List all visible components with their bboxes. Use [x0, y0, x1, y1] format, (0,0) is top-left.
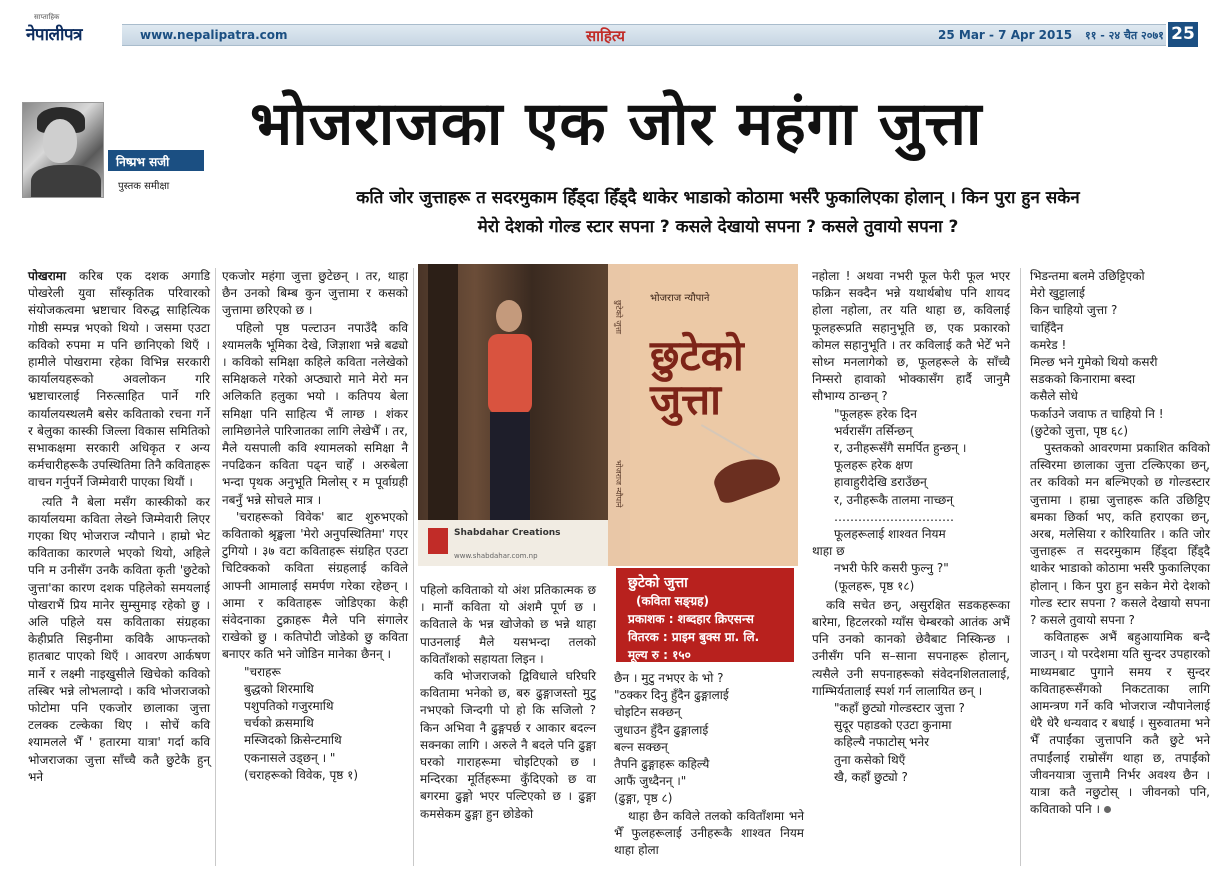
paragraph: कवि भोजराजको द्विविधाले घरिघरि कवितामा भनेको छ, बरु ढुङ्गाजस्तो मुटु नभएको जिन्दगी पो हो कि सजिलो ? किन अभिवा नै ढुङ्गपर्छ र आकार बदल्न सक्नका लागि । अरुले नै बदले पनि ढुङ्गा घरको गाराहरूमा चोइटिएको छ । मन्दिरका मूर्तिहरूमा कुँदिएको छ वा बगरमा ढुङ्गो भएर पल्टिएको छ । ढुङ्गा कमसेकम ढुङ्गा हुन छोडेको [420, 669, 596, 821]
logo-text: नेपालीपत्र [26, 25, 82, 45]
poem-line: "ठक्कर दिनु हुँदैन ढुङ्गालाई [614, 688, 729, 703]
paragraph: 'चराहरूको विवेक' बाट शुरुभएको कविताको श्रृङ्खला 'मेरो अनुपस्थितिमा' गएर टुगियो । ३७ वटा कविताहरू संग्रहित एउटा चिटिक्कको कविता संग्रहलाई कविले आफ्नी आमालाई समर्पण गरेका रहेछन् । आमा र कविताहरू जोडिएका केही संवेदनाका टुक्राहरू मैले पनि संगालेर राखेको छु । कतिपोटी जोडेको छु कविता बनाएर कति भने जोडिन मानेका छैनन् । [222, 509, 408, 662]
info-distributor: वितरक : प्राइम बुक्स प्रा. लि. [628, 630, 760, 644]
cover-author: भोजराज न्यौपाने [650, 293, 710, 304]
article-column-6 [1030, 268, 1210, 819]
paragraph: पहिलो कविताको यो अंश प्रतिकात्मक छ । मानौं कविता यो अंशमै पूर्ण छ । कविताले के भन्न खोजेको छ भन्ने थाहा पाउनलाई मैले यसभन्दा तलको कविताँशको सहायता लिइन । [420, 583, 596, 666]
poem-citation: (ढुङ्गा, पृष्ठ ८) [614, 791, 673, 806]
issue-date-nepali: ११ - २४ चैत २०७१ [1085, 29, 1164, 42]
poem-line: "कहाँ छुट्यो गोल्डस्टार जुत्ता ? [834, 701, 965, 716]
spine-author: भोजराज न्यौपाने [614, 460, 623, 508]
page-header [0, 0, 1221, 48]
poem-line: बुद्धको शिरमाथि [244, 681, 314, 696]
poem-line: मिल्छ भने गुमेको थियो कसरी [1030, 355, 1158, 370]
paragraph: त्यति नै बेला मसँग कास्कीको कर कार्यालयमा कविता लेख्ने जिम्मेवारी लिएर गएका थिए भोजराज न्यौपाने । हाम्रो भेट कविताका कारणले भएको थियो, अहिले पनि म उनीसँग उनकै कविता कृती 'छुटेको जुत्ता'का कारण दशक पहिलेको समयलाई पोखराभैं प्रिय मानेर सुम्सुमाइ रहेको छु । अलि पहिले यस कविताका संग्रहका केहीप्रति सिइनीमा कविकै आफन्तको हातबाट पाएको थिएँ । आवरण आर्कषण मार्ने र लक्ष्मी नाइखुसीले खिचेको कविको तस्बिर भन्ने लोभलाग्दो । कवि भोजराजको फोटोमा पनि एकजोर छालाका जुत्ता टलक्क टल्केका थिए । सोचें कवि श्यामलले भैँ ' हतारमा यात्रा' गर्दा कवि भोजराजका जुत्ता साँच्चै कतै छुटेकै हुन् भने [28, 494, 210, 784]
lead-word: पोखरामा [28, 269, 67, 283]
author-photo [22, 102, 104, 198]
paragraph: नहोला ! अथवा नभरी फूल फेरी फूल भएर फक्रिन सक्दैन भन्ने यथार्थबोध पनि शायद होला नहोला, तर यति थाहा छ, कविलाई फूलहरूप्रति सहानुभूति छ, एक प्रकारको कोमल सहानुभूति । तर कविलाई कतै भेटेँ भने सोध्न मनलागेको छ, फूलहरूले के साँच्चै निम्सरो हावाको भोक्कासँग हार्दै जानुमै सौभाग्य ठान्छन् ? [812, 269, 1010, 404]
poem-line: "फूलहरू हरेक दिन [834, 406, 917, 421]
author-role: पुस्तक समीक्षा [118, 181, 170, 192]
info-genre: (कविता सङ्ग्रह) [636, 594, 709, 608]
poem-line: सुदूर पहाडको एउटा कुनामा [834, 718, 952, 733]
poem-line: तैपनि ढुङ्गाहरू कहिल्यै [614, 757, 710, 772]
poem-line: ………………………… [834, 509, 954, 524]
poem-line: र, उनीहरूसँगै समर्पित हुन्छन् । [834, 441, 967, 456]
paragraph: कविताहरू अभैं बहुआयामिक बन्दै जाउन् । यो परदेशमा यति सुन्दर उपहारको माध्यमबाट पुगाने समय र सुन्दर कविताहरूसँगको निकटताका लागि आमन्त्रण गर्ने कवि भोजराज न्यौपानेलाई धेरै धेरै धन्यवाद र बधाई । सुरुवातमा भने भैँ तपाईंका जुत्तापनि कतै छुटे भने तपाईंलाई राम्रोसँग थाहा छ, तपाईंको जीवनयात्रा जुत्तामै निर्भर अवश्य छैन । यात्रा कतै नछुटोस् । जीवनको पनि, कविताको पनि । [1030, 630, 1210, 817]
paragraph: छैन । मुटु नभएर के भो ? [614, 671, 724, 685]
book-spine [608, 264, 630, 566]
poem-line: पशुपतिको गजुरमाथि [244, 699, 334, 714]
paragraph: थाहा छैन कविले तलको कविताँशमा भने भैँ फुलहरूलाई उनीहरूकै शाश्वत नियम थाहा होला [614, 808, 804, 858]
poem-line: भिडन्तमा बलमे उछिट्टिएको [1030, 269, 1145, 283]
poem-line: बल्न सक्छन् [614, 739, 668, 754]
author-name: निष्प्रभ सजी [108, 150, 204, 171]
poem-line: फूलहरूलाई शाश्वत नियम [834, 527, 946, 542]
paragraph: थाहा छ [812, 544, 845, 559]
poem-citation: (छुटेको जुत्ता, पृष्ठ ६८) [1030, 423, 1129, 438]
article-headline: भोजराजका एक जोर महंगा जुत्ता [250, 89, 983, 159]
paragraph: पोखरामा करिब एक दशक अगाडि पोखरेली युवा साँस्कृतिक परिवारको संयोजकत्वमा भ्रष्टाचार विरुद्ध साहित्यिक गोष्ठी सम्पन्न भएको थियो । जसमा एउटा कविको रुपमा म पनि छानिएको थिएँ । हामीले पोखरामा रहेका विभिन्न सरकारी कार्यालयहरूको अवलोकन गरि भ्रष्टाचारलाई निरुत्साहित पार्ने गरि कार्यालयस्थलमै बसेर कविताको रचना गर्ने र बेलुका कास्की जिल्ला विकास समितिको सभाकक्षमा सरकारी अधिकृत र अन्य कर्मचारीहरूकै उपस्थितिमा तिनै कविताहरू वाचन गर्नुपर्ने जिम्मेवारी पाएका थियौं । [28, 269, 210, 490]
poem-line: कसैले सोधे [1030, 389, 1078, 404]
article-column-5 [812, 268, 1010, 786]
paragraph: पहिलो पृष्ठ पल्टाउन नपाउँदै कवि श्यामलकै भूमिका देखे, जिज्ञाशा भन्ने बढ्यो । कविको समिक्षा कहिले कविता नलेखेको समिक्षकले गरेको अप्ठ्यारो माने मेरो मन अलिकति हलुका भयो । कतिपय बेला समिक्षा पनि साहित्य भैं लाग्छ । शंकर लामिछानेले पारिजातका लागि लेखेभैँ । तर, मैले यसपाली कवि श्यामलको समिक्षा नै नपढिकन कविता पढ्न चाहेँ । अरुबेला भन्दा पृथक अनुभूति मिलोस् र म पूर्वाग्रही नबनुँ भन्ने सोचले मात्र । [222, 320, 408, 507]
poem-excerpt [812, 406, 1010, 544]
subhead-line-1: कति जोर जुत्ताहरू त सदरमुकाम हिँड्दा हिँड्दै थाकेर भाडाको कोठामा भर्सरै फुकालिएका होलान् । किन पुरा हुन सकेन [356, 188, 1080, 208]
poem-line: जुधाउन हुँदैन ढुङ्गालाई [614, 722, 709, 737]
shoe-icon [710, 450, 782, 506]
poem-line: कमरेड ! [1030, 337, 1067, 352]
poem-citation: (चराहरूको विवेक, पृष्ठ १) [244, 767, 359, 782]
poem-line: चोइटिन सक्छन् [614, 705, 681, 720]
column-divider [1020, 268, 1021, 866]
poem-excerpt [222, 664, 408, 784]
issue-date-english: 25 Mar - 7 Apr 2015 [938, 28, 1073, 42]
poem-line: मेरो खुट्टालाई [1030, 286, 1085, 301]
column-divider [215, 268, 216, 866]
poem-line: कहिल्यै नफाटोस् भनेर [834, 735, 930, 750]
poem-excerpt [812, 560, 1010, 594]
poem-line: "चराहरू [244, 664, 281, 679]
info-price: मूल्य रु : १५० [628, 648, 691, 662]
poem-line: किन चाहियो जुत्ता ? [1030, 303, 1118, 318]
article-column-3 [420, 582, 596, 823]
poem-line: हावाहुरीदेखि डराउँछन् [834, 475, 927, 490]
publisher-url: www.shabdahar.com.np [454, 552, 538, 560]
poem-line: नभरी फेरि कसरी फुल्नु ?" [834, 561, 949, 576]
section-name: साहित्य [586, 27, 625, 45]
website-url: www.nepalipatra.com [140, 28, 288, 42]
article-subhead [228, 184, 1208, 242]
logo-tagline: साप्ताहिक [34, 13, 60, 21]
cover-title: छुटेको जुत्ता [650, 331, 744, 424]
poem-excerpt [614, 687, 804, 807]
poem-line: चर्चको क्रसमाथि [244, 716, 314, 731]
poem-line: एकनासले उड्छन् । " [244, 750, 336, 765]
subhead-line-2: मेरो देशको गोल्ड स्टार सपना ? कसले देखायो सपना ? कसले तुवायो सपना ? [477, 217, 959, 237]
column-divider [413, 268, 414, 866]
poem-line: फर्काउने जवाफ त चाहियो नि ! [1030, 406, 1164, 421]
poem-line: मस्जिदको क्रिसेन्टमाथि [244, 733, 342, 748]
end-mark-icon [1104, 806, 1111, 813]
front-cover [630, 264, 798, 566]
info-publisher: प्रकाशक : शब्दहार क्रिएसन्स [628, 612, 754, 626]
poem-excerpt [812, 700, 1010, 786]
publisher-strip [418, 520, 608, 566]
page-number: 25 [1168, 22, 1198, 47]
poem-line: खै, कहाँ छुट्यो ? [834, 769, 908, 784]
book-info-box [616, 568, 794, 662]
paragraph: एकजोर महंगा जुत्ता छुटेछन् । तर, थाहा छैन उनको बिम्ब कुन जुत्तामा र कसको जुत्तामा छरिएको छ । [222, 269, 408, 318]
poem-line: फूलहरू हरेक क्षण [834, 458, 913, 473]
paragraph: पुस्तकको आवरणमा प्रकाशित कविको तस्विरमा छालाका जुत्ता टल्किएका छन्, तर कविको मन बल्भिएको छ गोल्डस्टार जुत्तामा । हाम्रा जुत्ताहरू कति उछिट्टिए बमका छिर्का भए, कति हराएका छन्, अरब, मलेसिया र कोरियातिर । कति जोर जुत्ताहरू त सदरमुकाम हिँड्दा हिँड्दै थाकेर भाडाको कोठामा भर्सरै फुकालिएका होलान् । किन पुरा हुन सकेन मेरो देशको गोल्ड स्टार सपना ? कसले देखायो सपना ? कसले तुवायो सपना ? [1030, 441, 1210, 628]
article-column-4 [614, 670, 804, 859]
paragraph: कवि सचेत छन्, असुरक्षित सडकहरूका बारेमा, हिटलरको ग्याँस चेम्बरको आतंक अभैं पनि उनको कानको छेवैबाट निस्किन्छ । उनीसँग पनि स–साना सपनाहरू होलान्, त्यसैले उनी सपनाहरूको संवेदनशिलतालाई, गाम्भिर्यतालाई स्पर्श गर्न लालायित छन् । [812, 597, 1010, 698]
poem-citation: (फूलहरू, पृष्ठ १८) [834, 578, 915, 593]
publication-logo [26, 13, 122, 46]
poem-line: भर्वरासँग तर्सिन्छन् [834, 423, 913, 438]
publisher-name: Shabdahar Creations [454, 528, 561, 538]
poem-line: तुना कसेको थिएँ [834, 752, 906, 767]
poem-excerpt [1030, 268, 1210, 440]
poem-line: चाहिँदैन [1030, 320, 1064, 335]
book-cover-photo [418, 264, 798, 566]
publisher-logo-icon [428, 528, 448, 554]
poem-line: सडकको किनारामा बस्दा [1030, 372, 1136, 387]
spine-title: छुटेको जुत्ता [614, 300, 623, 334]
poem-line: र, उनीहरूकै तालमा नाच्छन् [834, 492, 954, 507]
poem-line: आफैं जुध्दैनन् ।" [614, 774, 687, 789]
article-column-1 [28, 268, 210, 786]
info-title: छुटेको जुत्ता [628, 575, 688, 591]
article-column-2 [222, 268, 408, 784]
